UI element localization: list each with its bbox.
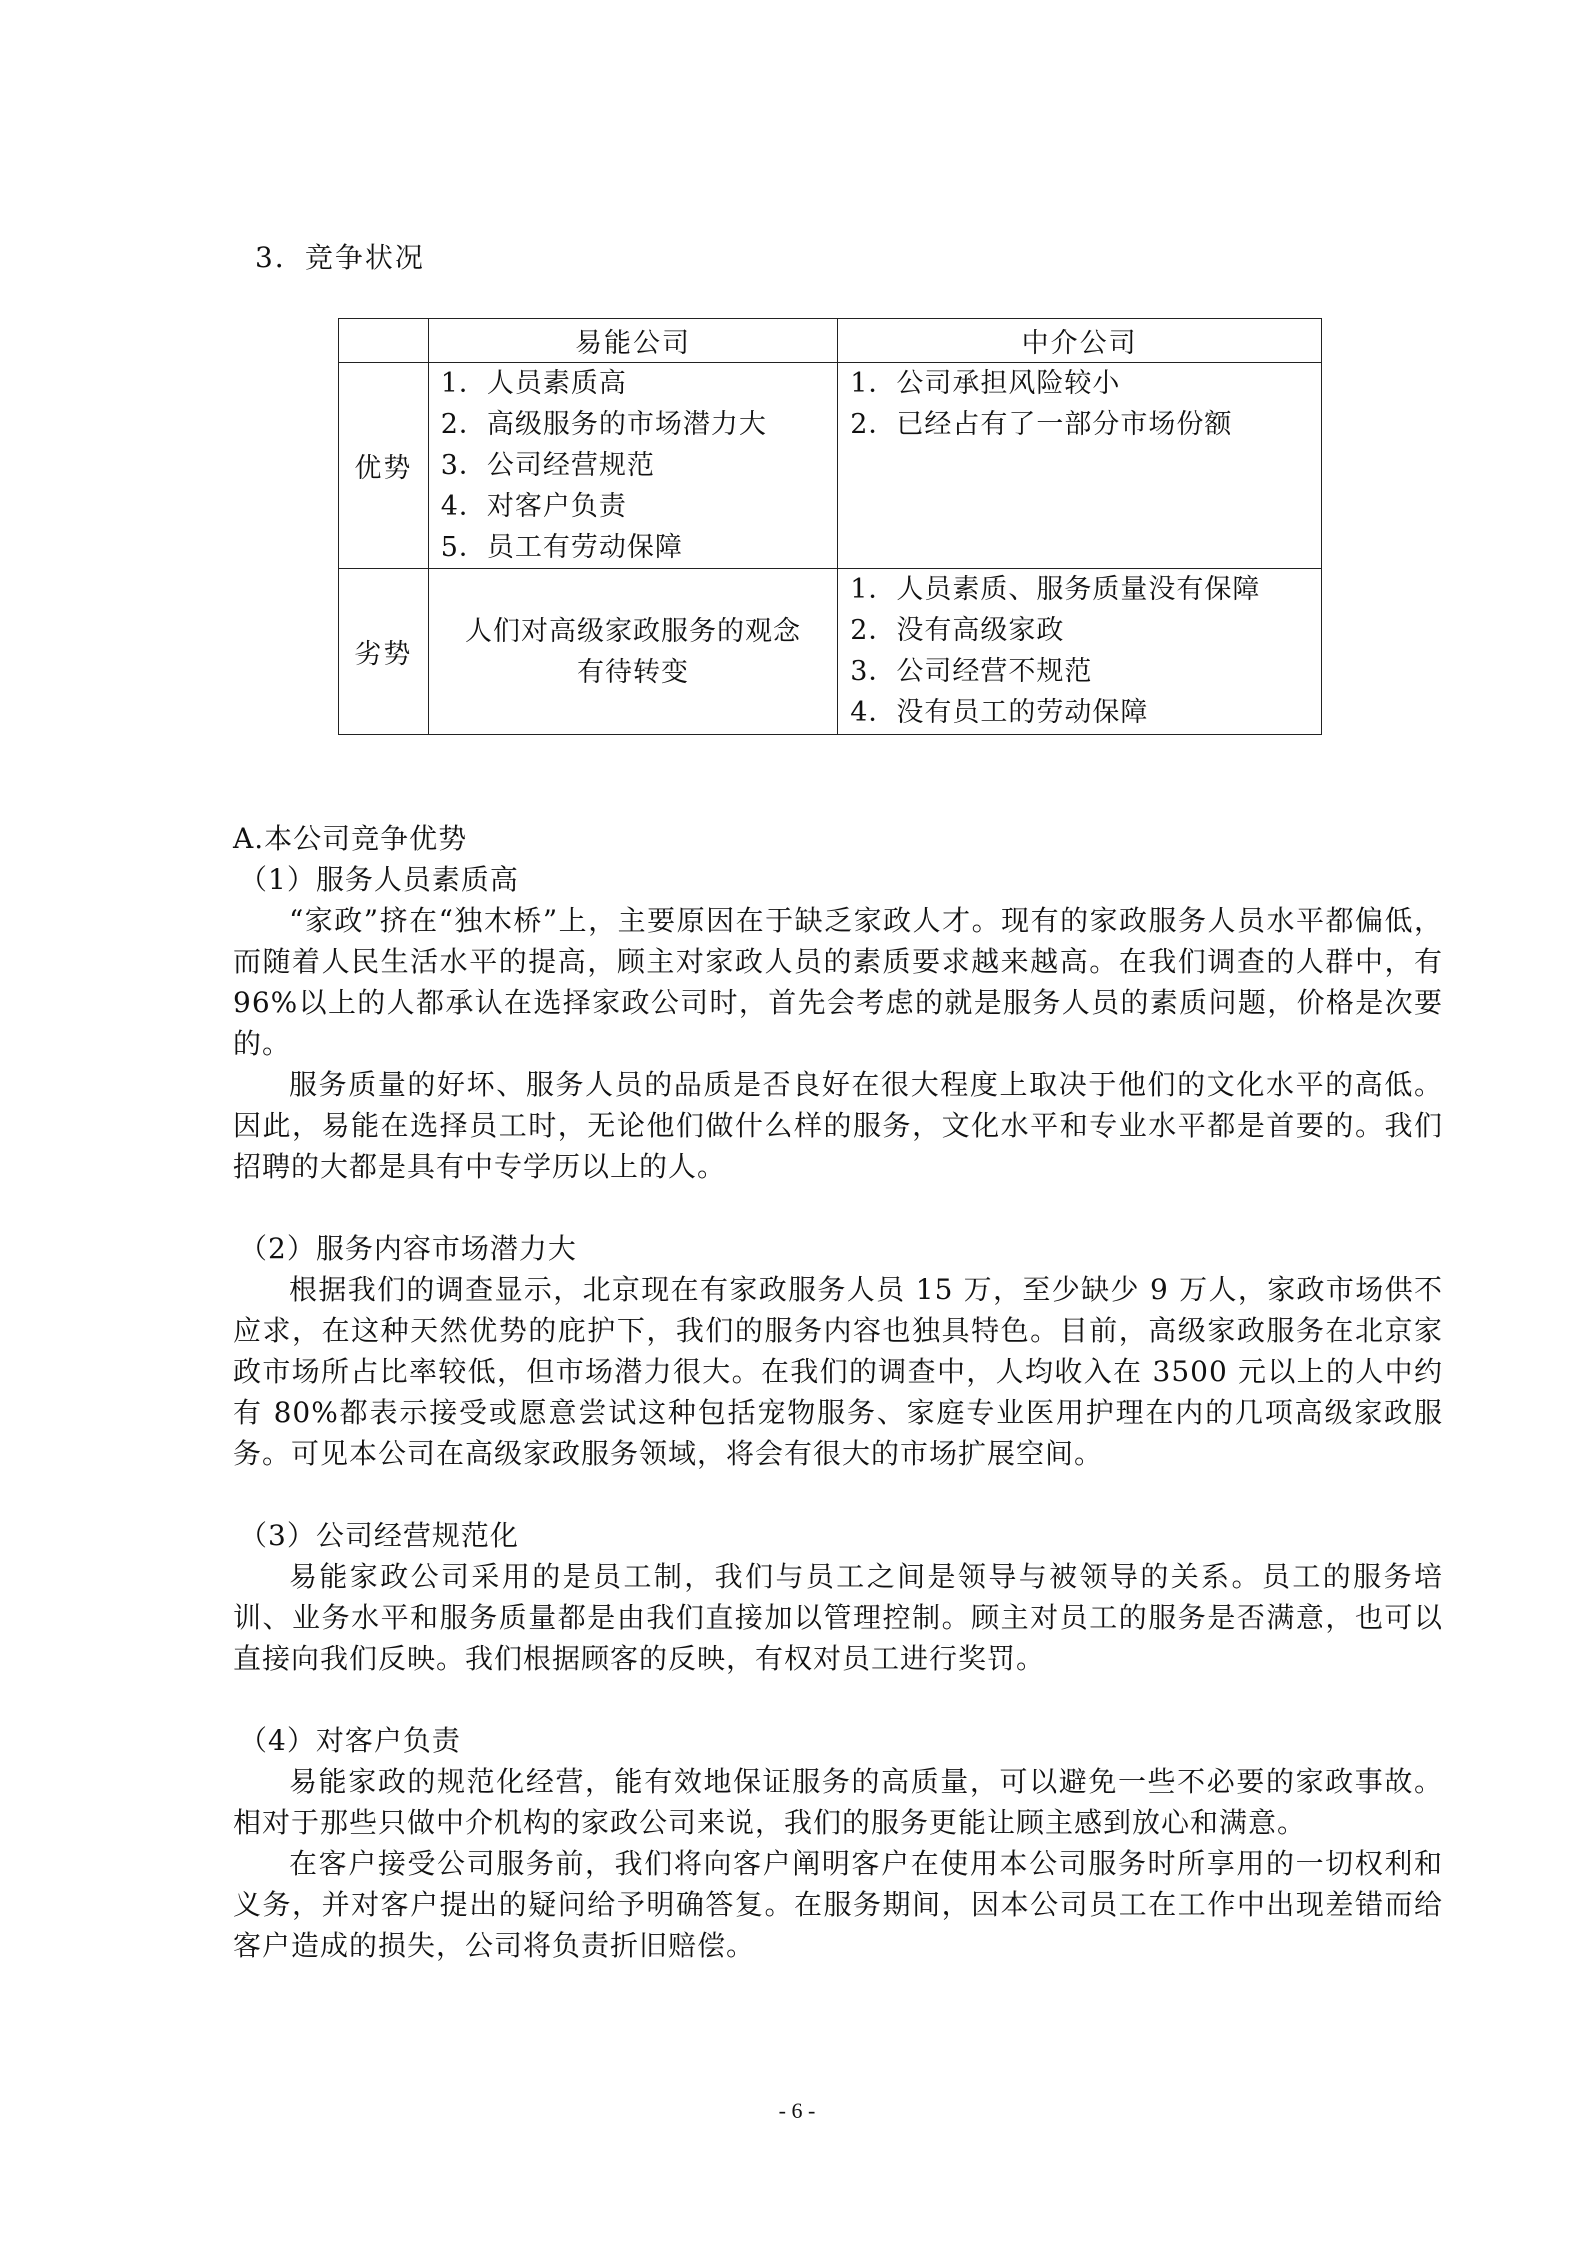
yineng-advantages-list xyxy=(429,363,838,568)
paragraph: 易能家政的规范化经营，能有效地保证服务的高质量，可以避免一些不必要的家政事故。相对于那些只做中介机构的家政公司来说，我们的服务更能让顾主感到放心和满意。 xyxy=(233,1765,1443,1839)
row-label-disadvantages: 劣势 xyxy=(339,569,429,735)
list-item: 3．公司经营不规范 xyxy=(850,656,1093,687)
yineng-disadvantage-line: 人们对高级家政服务的观念 xyxy=(464,615,801,647)
table-header-row xyxy=(339,319,1322,363)
list-item: 2．高级服务的市场潜力大 xyxy=(440,409,767,440)
paragraph: 根据我们的调查显示，北京现在有家政服务人员 15 万，至少缺少 9 万人，家政市场供不应求，在这种天然优势的庇护下，我们的服务内容也独具特色。目前，高级家政服务在北京家政市场所占比率较低，但市场潜力很大。在我们的调查中，人均收入在 3500 元以上的人中约有 80%都表示接受或愿意尝试这种包括宠物服务、家庭专业医用护理在内的几项高级家政服务。可见本公司在高级家政服务领域，将会有很大的市场扩展空间。 xyxy=(233,1273,1443,1470)
paragraph: 易能家政公司采用的是员工制，我们与员工之间是领导与被领导的关系。员工的服务培训、业务水平和服务质量都是由我们直接加以管理控制。顾主对员工的服务是否满意，也可以直接向我们反映。我们根据顾客的反映，有权对员工进行奖罚。 xyxy=(233,1560,1443,1675)
list-item: 1．公司承担风险较小 xyxy=(850,368,1121,399)
list-item: 1．人员素质、服务质量没有保障 xyxy=(850,574,1261,605)
comparison-table xyxy=(338,318,1322,735)
table-row-advantages xyxy=(339,363,1322,569)
cell-yineng-advantages xyxy=(428,363,838,569)
list-item: 4．没有员工的劳动保障 xyxy=(850,697,1149,728)
list-item: 3．公司经营规范 xyxy=(440,450,655,481)
body-text xyxy=(233,818,1443,1966)
cell-zhongjie-disadvantages xyxy=(838,569,1322,735)
list-item: 2．已经占有了一部分市场份额 xyxy=(850,409,1233,440)
paragraph: 在客户接受公司服务前，我们将向客户阐明客户在使用本公司服务时所享用的一切权利和义务，并对客户提出的疑问给予明确答复。在服务期间，因本公司员工在工作中出现差错而给客户造成的损失，公司将负责折旧赔偿。 xyxy=(233,1847,1443,1962)
zhongjie-disadvantages-list xyxy=(838,569,1321,733)
page-number: - 6 - xyxy=(778,2098,816,2123)
table-header-yineng: 易能公司 xyxy=(428,319,838,363)
list-item: 5．员工有劳动保障 xyxy=(440,532,683,563)
table-header-zhongjie: 中介公司 xyxy=(838,319,1322,363)
subheading-2: （2）服务内容市场潜力大 xyxy=(239,1232,577,1265)
subheading-1: （1）服务人员素质高 xyxy=(239,863,519,896)
row-label-advantages: 优势 xyxy=(339,363,429,569)
table-row-disadvantages xyxy=(339,569,1322,735)
yineng-disadvantage-line: 有待转变 xyxy=(576,656,689,688)
subheading-4: （4）对客户负责 xyxy=(239,1724,461,1757)
paragraph: “家政”挤在“独木桥”上，主要原因在于缺乏家政人才。现有的家政服务人员水平都偏低，而随着人民生活水平的提高，顾主对家政人员的素质要求越来越高。在我们调查的人群中，有 96%以上的人都承认在选择家政公司时，首先会考虑的就是服务人员的素质问题，价格是次要的。 xyxy=(233,904,1443,1060)
list-item: 1．人员素质高 xyxy=(440,368,627,399)
list-item: 4．对客户负责 xyxy=(440,491,627,522)
cell-yineng-disadvantages xyxy=(428,569,838,735)
list-item: 2．没有高级家政 xyxy=(850,615,1065,646)
cell-zhongjie-advantages xyxy=(838,363,1322,569)
heading-competitive-advantages: A.本公司竞争优势 xyxy=(233,822,468,855)
paragraph: 服务质量的好坏、服务人员的品质是否良好在很大程度上取决于他们的文化水平的高低。因此，易能在选择员工时，无论他们做什么样的服务，文化水平和专业水平都是首要的。我们招聘的大都是具有中专学历以上的人。 xyxy=(233,1068,1443,1183)
subheading-3: （3）公司经营规范化 xyxy=(239,1519,519,1552)
zhongjie-advantages-list xyxy=(838,363,1321,445)
section-title: 3．竞争状况 xyxy=(255,241,425,274)
table-header-corner xyxy=(339,319,429,363)
